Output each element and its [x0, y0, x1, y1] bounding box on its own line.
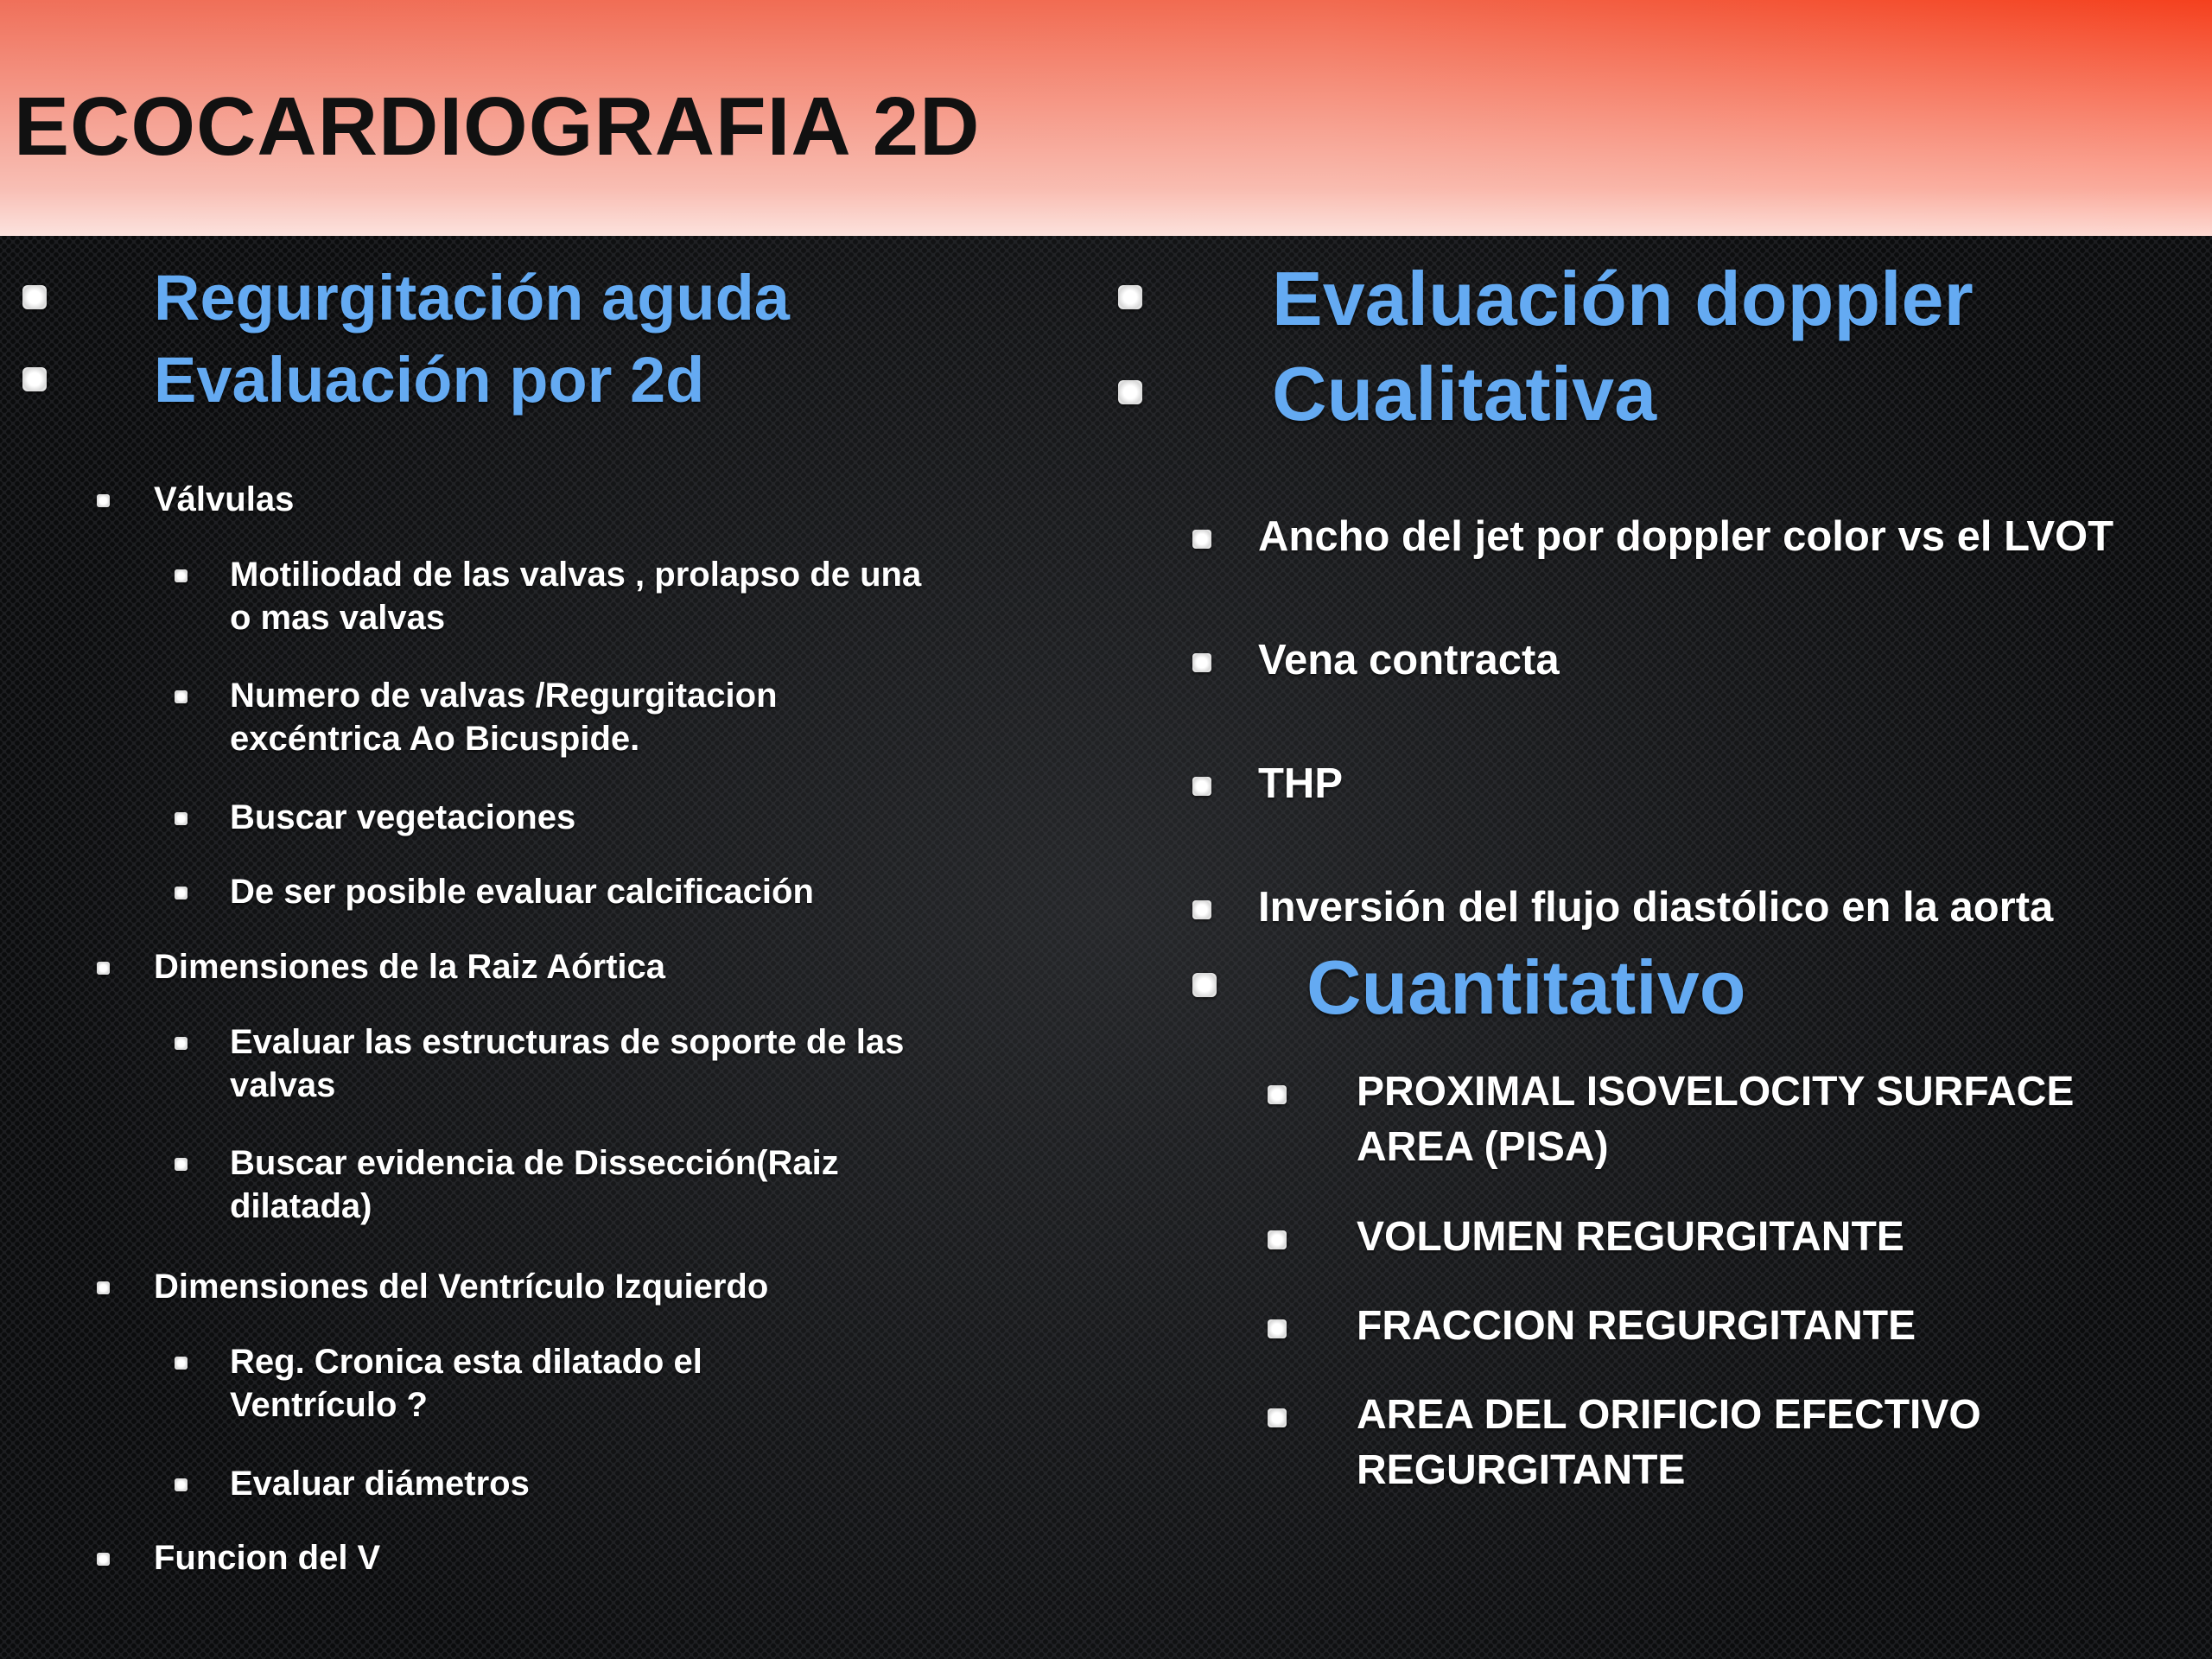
list-item: Buscar evidencia de Dissección(Raiz dilatada): [230, 1144, 839, 1226]
qualitative-item: Inversión del flujo diastólico en la aorta: [1258, 884, 2054, 931]
qualitative-item: THP: [1258, 760, 1343, 807]
heading-bullet-icon: [22, 367, 47, 391]
qualitative-item: Vena contracta: [1258, 637, 1560, 683]
bullet-icon: [175, 690, 188, 703]
bullet-icon: [1268, 1319, 1287, 1338]
bullet-icon: [97, 1281, 110, 1294]
bullet-icon: [175, 1158, 188, 1171]
bullet-icon: [1192, 653, 1211, 672]
bullet-icon: [97, 1553, 110, 1566]
bullet-icon: [1192, 777, 1211, 796]
heading-bullet-icon: [22, 285, 47, 309]
right-heading-1: Evaluación doppler: [1272, 256, 1974, 341]
list-item: Dimensiones del Ventrículo Izquierdo: [154, 1268, 769, 1306]
left-heading-1: Regurgitación aguda: [154, 262, 790, 334]
bullet-icon: [175, 1037, 188, 1050]
quantitative-heading: Cuantitativo: [1306, 944, 1746, 1030]
bullet-icon: [1192, 900, 1211, 919]
bullet-icon: [97, 494, 110, 507]
list-item: Evaluar las estructuras de soporte de las valvas: [230, 1023, 905, 1105]
quantitative-item: VOLUMEN REGURGITANTE: [1357, 1214, 1904, 1260]
quantitative-item: AREA DEL ORIFICIO EFECTIVO REGURGITANTE: [1357, 1392, 1981, 1494]
bullet-icon: [175, 1478, 188, 1491]
list-item: Reg. Cronica esta dilatado el Ventrículo ?: [230, 1343, 702, 1425]
list-item: Numero de valvas /Regurgitacion excéntrica Ao Bicuspide.: [230, 677, 778, 759]
bullet-icon: [175, 569, 188, 582]
list-item: Evaluar diámetros: [230, 1465, 530, 1503]
bullet-icon: [175, 812, 188, 825]
heading-bullet-icon: [1192, 973, 1217, 997]
quantitative-item: FRACCION REGURGITANTE: [1357, 1303, 1916, 1349]
list-item: Buscar vegetaciones: [230, 798, 576, 836]
qualitative-item: Ancho del jet por doppler color vs el LVOT: [1258, 513, 2114, 560]
bullet-icon: [1192, 530, 1211, 549]
list-item: Válvulas: [154, 480, 295, 518]
bullet-icon: [1268, 1230, 1287, 1249]
bullet-icon: [1268, 1408, 1287, 1427]
bullet-icon: [97, 962, 110, 975]
bullet-icon: [175, 1357, 188, 1370]
list-item: Motiliodad de las valvas , prolapso de una o mas valvas: [230, 556, 922, 638]
quantitative-item: PROXIMAL ISOVELOCITY SURFACE AREA (PISA): [1357, 1069, 2075, 1171]
right-heading-2: Cualitativa: [1272, 351, 1657, 436]
bullet-icon: [1268, 1085, 1287, 1104]
title-banner: [0, 0, 2212, 236]
list-item: Funcion del V: [154, 1539, 381, 1577]
slide-title: ECOCARDIOGRAFIA 2D: [14, 80, 981, 173]
heading-bullet-icon: [1118, 285, 1142, 309]
heading-bullet-icon: [1118, 380, 1142, 404]
bullet-icon: [175, 887, 188, 899]
left-heading-2: Evaluación por 2d: [154, 344, 705, 416]
list-item: De ser posible evaluar calcificación: [230, 873, 814, 911]
list-item: Dimensiones de la Raiz Aórtica: [154, 948, 666, 986]
